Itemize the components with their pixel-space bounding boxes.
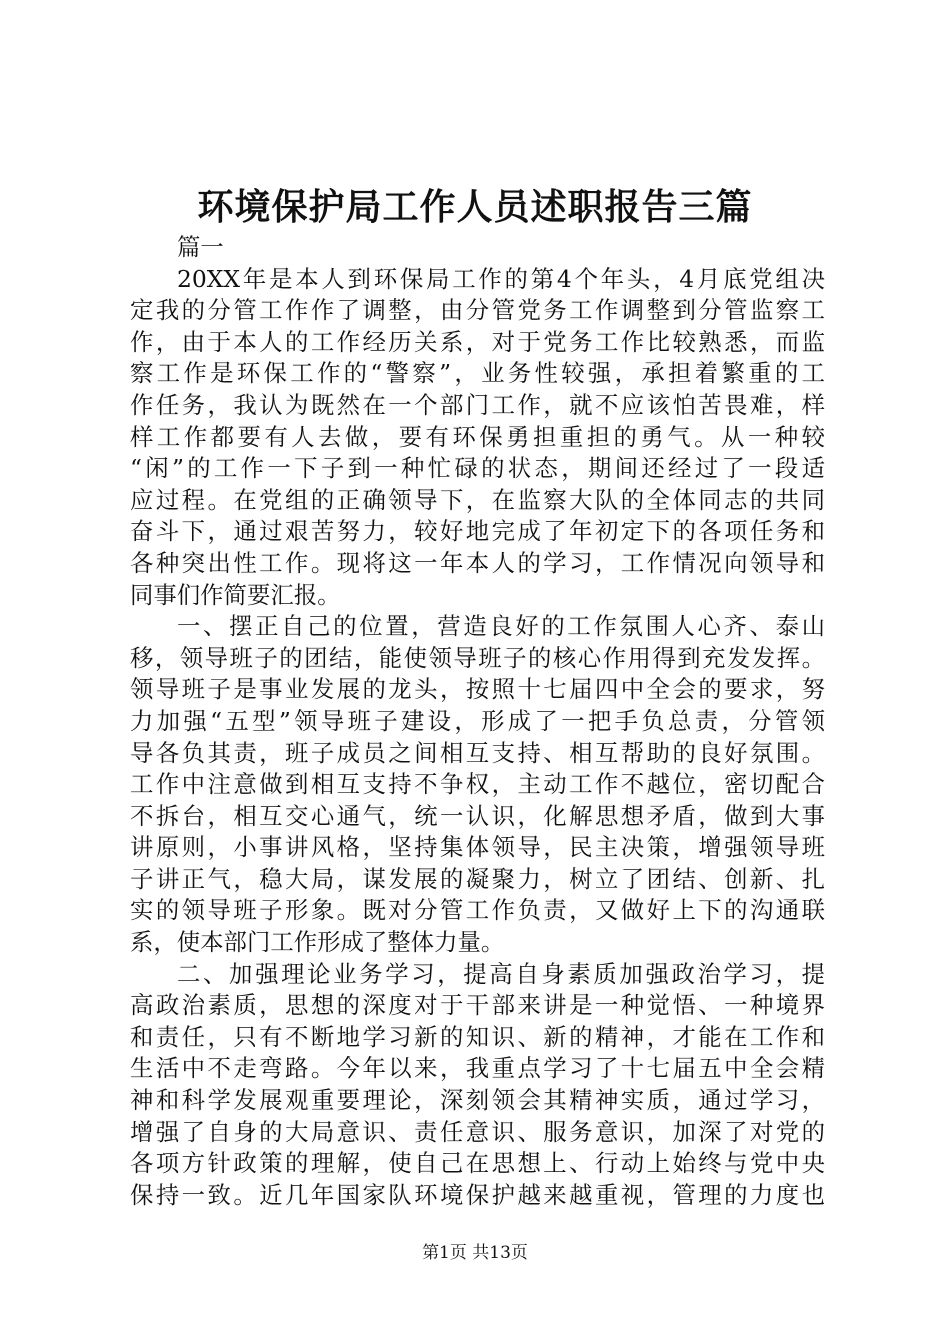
document-title: 环境保护局工作人员述职报告三篇	[197, 186, 753, 228]
text-line: 察工作是环保工作的“警察”，业务性较强，承担着繁重的工	[130, 359, 825, 388]
text-line: 作任务，我认为既然在一个部门工作，就不应该怕苦畏难，样	[130, 390, 825, 419]
text-line: 高政治素质，思想的深度对于干部来讲是一种觉悟、一种境界	[130, 991, 825, 1020]
text-line: 一、摆正自己的位置，营造良好的工作氛围人心齐、泰山	[177, 612, 825, 641]
page-footer: 第1页 共13页	[422, 1243, 528, 1263]
text-line: 样工作都要有人去做，要有环保勇担重担的勇气。从一种较	[130, 422, 825, 451]
text-line: 实的领导班子形象。既对分管工作负责，又做好上下的沟通联	[130, 896, 825, 925]
text-line: “闲”的工作一下子到一种忙碌的状态，期间还经过了一段适	[130, 454, 825, 483]
text-line: 各种突出性工作。现将这一年本人的学习，工作情况向领导和	[130, 548, 825, 577]
document-body	[130, 232, 825, 1211]
text-line: 二、加强理论业务学习，提高自身素质加强政治学习，提	[177, 959, 825, 988]
text-line: 导各负其责，班子成员之间相互支持、相互帮助的良好氛围。	[130, 738, 825, 767]
text-line: 力加强“五型”领导班子建设，形成了一把手负总责，分管领	[130, 706, 825, 735]
text-line: 同事们作简要汇报。	[130, 580, 341, 609]
text-line: 20XX年是本人到环保局工作的第4个年头，4月底党组决	[177, 264, 825, 293]
text-line: 不拆台，相互交心通气，统一认识，化解思想矛盾，做到大事	[130, 801, 825, 830]
text-line: 系，使本部门工作形成了整体力量。	[130, 928, 505, 957]
text-line: 移，领导班子的团结，能使领导班子的核心作用得到充发发挥。	[130, 643, 825, 672]
text-line: 和责任，只有不断地学习新的知识、新的精神，才能在工作和	[130, 1022, 825, 1051]
text-line: 讲原则，小事讲风格，坚持集体领导，民主决策，增强领导班	[130, 833, 825, 862]
text-line: 各项方针政策的理解，使自己在思想上、行动上始终与党中央	[130, 1149, 825, 1178]
text-line: 生活中不走弯路。今年以来，我重点学习了十七届五中全会精	[130, 1054, 825, 1083]
text-line: 作，由于本人的工作经历关系，对于党务工作比较熟悉，而监	[130, 327, 825, 356]
text-line: 子讲正气，稳大局，谋发展的凝聚力，树立了团结、创新、扎	[130, 864, 825, 893]
text-line: 神和科学发展观重要理论，深刻领会其精神实质，通过学习，	[130, 1086, 825, 1115]
text-line: 保持一致。近几年国家队环境保护越来越重视，管理的力度也	[130, 1180, 825, 1209]
text-line: 工作中注意做到相互支持不争权，主动工作不越位，密切配合	[130, 770, 825, 799]
text-line: 奋斗下，通过艰苦努力，较好地完成了年初定下的各项任务和	[130, 517, 825, 546]
text-line: 应过程。在党组的正确领导下，在监察大队的全体同志的共同	[130, 485, 825, 514]
text-line: 增强了自身的大局意识、责任意识、服务意识，加深了对党的	[130, 1117, 825, 1146]
text-line: 领导班子是事业发展的龙头，按照十七届四中全会的要求，努	[130, 675, 825, 704]
text-line: 篇一	[177, 233, 224, 261]
text-line: 定我的分管工作作了调整，由分管党务工作调整到分管监察工	[130, 296, 825, 325]
